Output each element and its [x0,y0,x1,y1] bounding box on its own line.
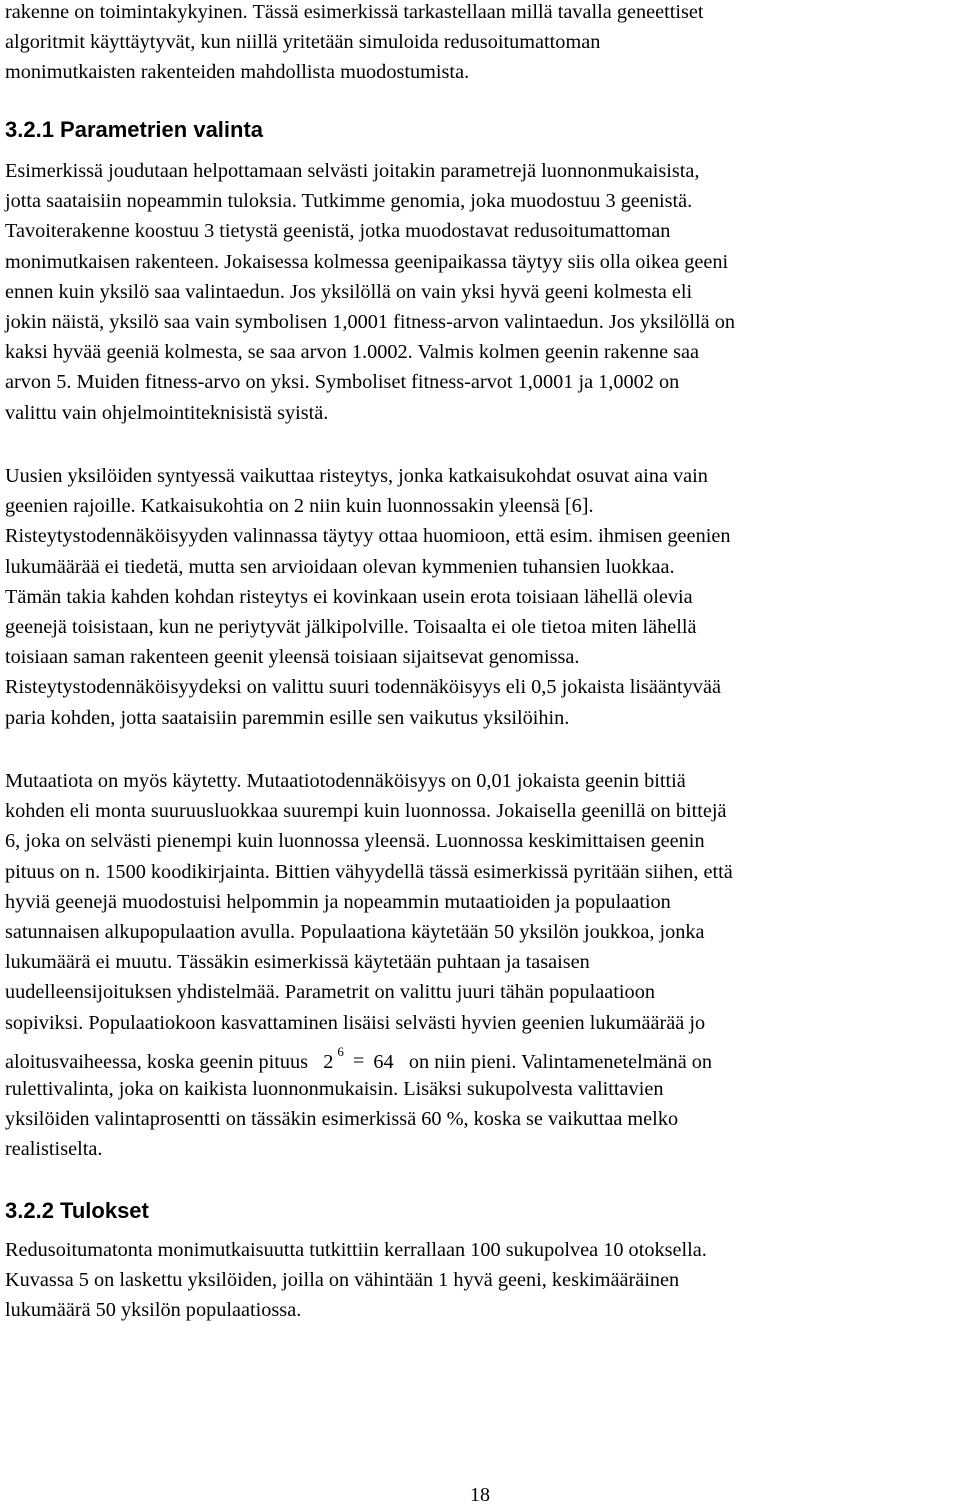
formula-equals-sign: = [352,1050,365,1073]
intro-paragraph [5,0,704,88]
text-line: Risteytystodennäköisyydeksi on valittu suuri todennäköisyys eli 0,5 jokaista lisääntyvää [5,676,721,699]
text-line: monimutkaisen rakenteen. Jokaisessa kolmessa geenipaikassa täytyy siis olla oikea geeni [5,250,729,273]
formula-line-end: on niin pieni. Valintamenetelmänä on [408,1050,713,1073]
text-line: pituus on n. 1500 koodikirjainta. Bittien vähyydellä tässä esimerkissä pyritään siihen, että [5,860,733,883]
text-line: lukumäärää ei tiedetä, mutta sen arvioidaan olevan kymmenien tuhansien luokkaa. [5,555,675,578]
formula-line-start: aloitusvaiheessa, koska geenin pituus [5,1050,309,1073]
text-line: arvon 5. Muiden fitness-arvo on yksi. Symboliset fitness-arvot 1,0001 ja 1,0002 on [5,371,680,394]
formula-exponent: 6 [337,1043,344,1059]
text-line: kohden eli monta suuruusluokkaa suurempi kuin luonnossa. Jokaisella geenillä on bittejä [5,800,727,823]
results-paragraph [5,1235,707,1326]
text-line: monimutkaisten rakenteiden mahdollista muodostumista. [5,61,470,84]
section-heading-parametrien-valinta: 3.2.1 Parametrien valinta [5,117,264,142]
text-line: realistiselta. [5,1138,103,1161]
text-line: jokin näistä, yksilö saa vain symbolisen 1,0001 fitness-arvon valintaedun. Jos yksilöllä on [5,310,736,333]
text-line: geenejä toisistaan, kun ne periytyvät jälkipolville. Toisaalta ei ole tietoa miten lähellä [5,615,697,638]
page-number: 18 [470,1484,490,1506]
text-line: rulettivalinta, joka on kaikista luonnonmukaisin. Lisäksi sukupolvesta valittavien [5,1077,664,1100]
text-line: valittu vain ohjelmointiteknisistä syistä. [5,401,329,424]
gene-length-formula [313,1038,404,1080]
crossover-paragraph [5,461,730,733]
text-line: sopiviksi. Populaatiokoon kasvattaminen lisäisi selvästi hyvien geenien lukumäärää jo [5,1011,706,1034]
formula-base: 2 [323,1050,334,1073]
text-line: toisiaan saman rakenteen geenit yleensä toisiaan sijaitsevat genomissa. [5,646,580,669]
text-line: jotta saataisiin nopeammin tuloksia. Tutkimme genomia, joka muodostuu 3 geenistä. [5,190,693,213]
section-heading-tulokset: 3.2.2 Tulokset [5,1198,149,1223]
text-line: kaksi hyvää geeniä kolmesta, se saa arvon 1.0002. Valmis kolmen geenin rakenne saa [5,341,700,364]
text-line: paria kohden, jotta saataisiin paremmin esille sen vaikutus yksilöihin. [5,706,570,729]
text-line: uudelleensijoituksen yhdistelmää. Parametrit on valittu juuri tähän populaatioon [5,981,655,1004]
text-line: satunnaisen alkupopulaation avulla. Populaationa käytetään 50 yksilön joukkoa, jonka [5,920,705,943]
formula-line [5,1038,733,1074]
parameters-paragraph [5,156,735,428]
text-line: lukumäärä ei muutu. Tässäkin esimerkissä käytetään puhtaan ja tasaisen [5,951,590,974]
text-line: Redusoitumatonta monimutkaisuutta tutkittiin kerrallaan 100 sukupolvea 10 otoksella. [5,1239,707,1261]
text-line: yksilöiden valintaprosentti on tässäkin esimerkissä 60 %, koska se vaikuttaa melko [5,1107,679,1130]
formula-result: 64 [373,1050,394,1073]
mutation-paragraph [5,766,733,1164]
text-line: Risteytystodennäköisyyden valinnassa täytyy ottaa huomioon, että esim. ihmisen geenien [5,525,731,548]
text-line: Mutaatiota on myös käytetty. Mutaatiotodennäköisyys on 0,01 jokaista geenin bittiä [5,770,686,792]
text-line: rakenne on toimintakykyinen. Tässä esimerkissä tarkastellaan millä tavalla geneettiset [5,1,704,23]
text-line: Tavoiterakenne koostuu 3 tietystä geenistä, jotka muodostavat redusoitumattoman [5,220,671,243]
text-line: lukumäärä 50 yksilön populaatiossa. [5,1299,302,1322]
text-line: algoritmit käyttäytyvät, kun niillä yritetään simuloida redusoitumattoman [5,31,601,54]
text-line: Kuvassa 5 on laskettu yksilöiden, joilla on vähintään 1 hyvä geeni, keskimääräinen [5,1269,680,1292]
text-line: Uusien yksilöiden syntyessä vaikuttaa risteytys, jonka katkaisukohdat osuvat aina vain [5,465,708,487]
text-line: Tämän takia kahden kohdan risteytys ei kovinkaan usein erota toisiaan lähellä olevia [5,585,693,608]
text-line: ennen kuin yksilö saa valintaedun. Jos yksilöllä on vain yksi hyvä geeni kolmesta eli [5,280,693,303]
text-line: hyviä geenejä muodostuisi helpommin ja nopeammin mutaatioiden ja populaation [5,890,671,913]
text-line: 6, joka on selvästi pienempi kuin luonnossa yleensä. Luonnossa keskimittaisen geenin [5,830,705,853]
text-line: Esimerkissä joudutaan helpottamaan selvästi joitakin parametrejä luonnonmukaisista, [5,160,700,182]
text-line: geenien rajoille. Katkaisukohtia on 2 niin kuin luonnossakin yleensä [6]. [5,495,594,518]
